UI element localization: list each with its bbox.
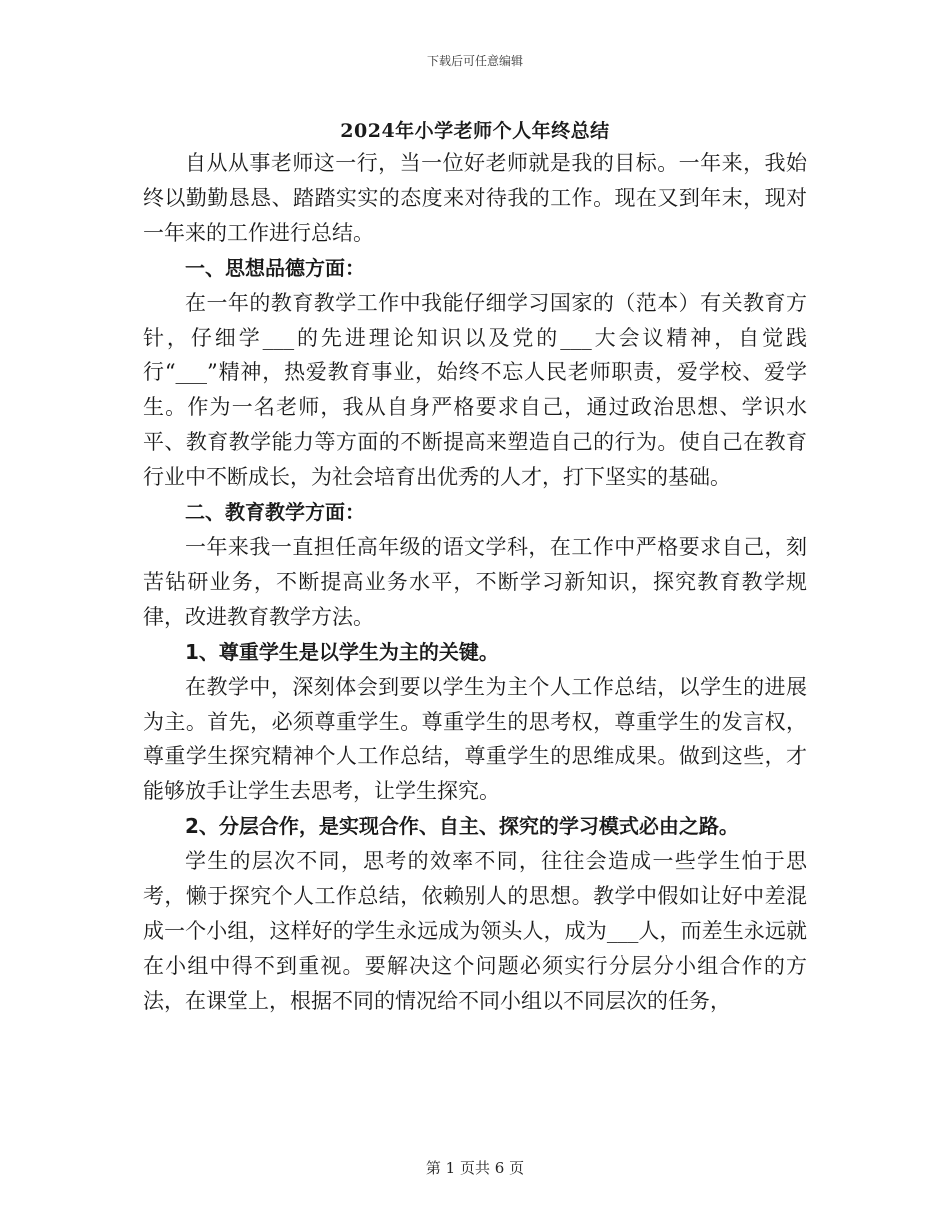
section-heading-teaching: 二、教育教学方面： [185,500,365,525]
section-heading-ideology: 一、思想品德方面： [185,255,365,280]
paragraph-tiered-cooperation: 学生的层次不同，思考的效率不同，往往会造成一些学生怕于思考，懒于探究个人工作总结，依赖别人的思想。教学中假如让好中差混成一个小组，这样好的学生永远成为领头人，成为___人，而差生永远就在小组中得不到重视。要解决这个问题必须实行分层分小组合作的方法，在课堂上，根据不同的情况给不同小组以不同层次的任务， [143,849,807,1013]
document-body [143,146,807,1019]
subheading-tiered-cooperation: 2、分层合作，是实现合作、自主、探究的学习模式必由之路。 [185,814,739,839]
paragraph-respect-students: 在教学中，深刻体会到要以学生为主个人工作总结，以学生的进展为主。首先，必须尊重学生。尊重学生的思考权，尊重学生的发言权，尊重学生探究精神个人工作总结，尊重学生的思维成果。做到这些，才能够放手让学生去思考，让学生探究。 [143,674,807,804]
paragraph-teaching: 一年来我一直担任高年级的语文学科，在工作中严格要求自己，刻苦钻研业务，不断提高业务水平，不断学习新知识，探究教育教学规律，改进教育教学方法。 [143,534,807,629]
document-title: 2024年小学老师个人年终总结 [340,120,610,142]
page-header-note: 下载后可任意编辑 [426,54,523,68]
paragraph-ideology: 在一年的教育教学工作中我能仔细学习国家的（范本）有关教育方针，仔细学___的先进理论知识以及党的___大会议精神，自觉践行“___”精神，热爱教育事业，始终不忘人民老师职责，爱学校、爱学生。作为一名老师，我从自身严格要求自己，通过政治思想、学识水平、教育教学能力等方面的不断提高来塑造自己的行为。使自己在教育行业中不断成长，为社会培育出优秀的人才，打下坚实的基础。 [143,290,807,490]
subheading-respect-students: 1、尊重学生是以学生为主的关键。 [185,639,499,664]
page-number-footer: 第 1 页共 6 页 [425,1159,525,1177]
paragraph-intro: 自从从事老师这一行，当一位好老师就是我的目标。一年来，我始终以勤勤恳恳、踏踏实实的态度来对待我的工作。现在又到年末，现对一年来的工作进行总结。 [143,151,807,245]
